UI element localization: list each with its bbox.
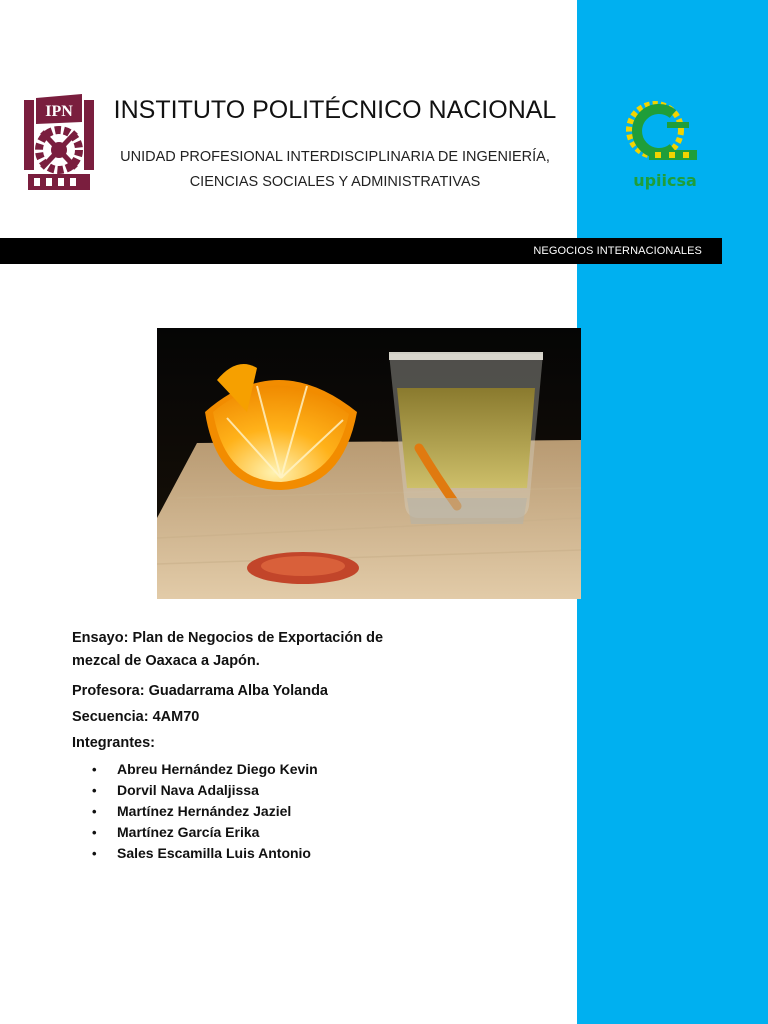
unit-line-2: CIENCIAS SOCIALES Y ADMINISTRATIVAS bbox=[189, 174, 481, 190]
sequence-value: 4AM70 bbox=[152, 709, 200, 725]
ipn-logo bbox=[22, 92, 96, 194]
list-item: • Martínez Hernández Jaziel bbox=[92, 801, 432, 822]
ipn-logo-text: IPN bbox=[45, 103, 73, 120]
essay-block bbox=[72, 627, 432, 673]
essay-label: Ensayo: bbox=[72, 630, 129, 646]
sequence-line bbox=[72, 709, 432, 725]
unit-line-1: UNIDAD PROFESIONAL INTERDISCIPLINARIA DE INGENIERÍA, bbox=[120, 149, 550, 165]
cover-photo-mezcal bbox=[157, 328, 581, 599]
upiicsa-logo-text: upiicsa bbox=[633, 171, 697, 190]
program-label: NEGOCIOS INTERNACIONALES bbox=[533, 245, 702, 257]
list-item: • Dorvil Nava Adaljissa bbox=[92, 780, 432, 801]
list-item: • Abreu Hernández Diego Kevin bbox=[92, 759, 432, 780]
sequence-label: Secuencia: bbox=[72, 709, 149, 725]
teacher-label: Profesora: bbox=[72, 683, 145, 699]
essay-title-line-1: Plan de Negocios de Exportación de bbox=[132, 630, 384, 646]
institution-title: INSTITUTO POLITÉCNICO NACIONAL bbox=[113, 96, 557, 124]
list-item: • Sales Escamilla Luis Antonio bbox=[92, 843, 432, 864]
teacher-line bbox=[72, 683, 432, 699]
upiicsa-logo bbox=[625, 92, 705, 194]
list-item: • Martínez García Erika bbox=[92, 822, 432, 843]
program-banner bbox=[0, 238, 722, 264]
teacher-name: Guadarrama Alba Yolanda bbox=[148, 683, 328, 699]
unit-subtitle bbox=[110, 145, 560, 195]
essay-title-line-2: mezcal de Oaxaca a Japón. bbox=[72, 653, 260, 669]
members-heading: Integrantes: bbox=[72, 735, 155, 751]
cover-info bbox=[72, 627, 432, 864]
members-list bbox=[72, 759, 432, 864]
